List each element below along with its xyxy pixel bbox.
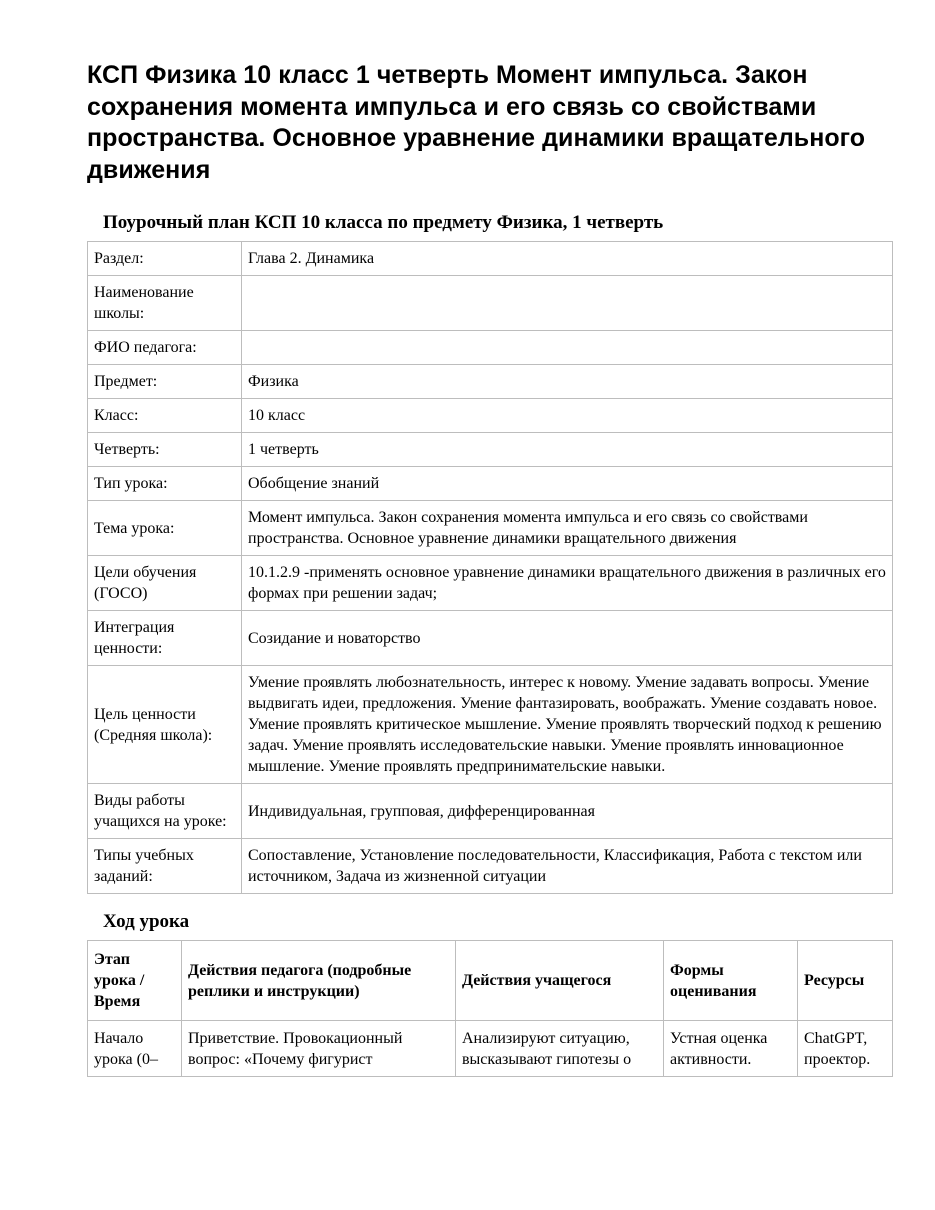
info-value [242, 331, 893, 365]
info-row [88, 666, 893, 784]
info-row [88, 839, 893, 894]
info-key: Цель ценности (Средняя школа): [88, 666, 242, 784]
info-row [88, 784, 893, 839]
info-key: Тема урока: [88, 501, 242, 556]
info-value: Физика [242, 365, 893, 399]
flow-header-student: Действия учащегося [456, 941, 664, 1021]
info-key: ФИО педагога: [88, 331, 242, 365]
flow-cell-stage [88, 1021, 182, 1077]
flow-stage-text: Начало урока (0– [94, 1030, 158, 1068]
lesson-flow-table [87, 940, 893, 1077]
flow-header-stage: Этап урока / Время [88, 941, 182, 1021]
info-value: Сопоставление, Установление последовательности, Классификация, Работа с текстом или источником, Задача из жизненной ситуации [242, 839, 893, 894]
flow-cell-student [456, 1021, 664, 1077]
info-row [88, 611, 893, 666]
info-value: 1 четверть [242, 433, 893, 467]
info-row [88, 501, 893, 556]
flow-header-assessment: Формы оценивания [664, 941, 798, 1021]
info-row [88, 467, 893, 501]
info-key: Четверть: [88, 433, 242, 467]
flow-assessment-text: Устная оценка активности. [670, 1030, 768, 1068]
info-row [88, 331, 893, 365]
flow-teacher-text: Приветствие. Провокационный вопрос: «Почему фигурист [188, 1030, 403, 1068]
flow-student-text: Анализируют ситуацию, высказывают гипотезы о [462, 1030, 632, 1068]
flow-resources-text: ChatGPT, проектор. [804, 1030, 871, 1068]
info-value: 10.1.2.9 -применять основное уравнение динамики вращательного движения в различных его формах при решении задач; [242, 556, 893, 611]
info-value: Глава 2. Динамика [242, 242, 893, 276]
info-key: Предмет: [88, 365, 242, 399]
info-row [88, 556, 893, 611]
info-value: 10 класс [242, 399, 893, 433]
flow-cell-assessment [664, 1021, 798, 1077]
info-value: Обобщение знаний [242, 467, 893, 501]
info-key: Класс: [88, 399, 242, 433]
info-row [88, 365, 893, 399]
flow-header-row [88, 941, 893, 1021]
info-value: Созидание и новаторство [242, 611, 893, 666]
info-key: Тип урока: [88, 467, 242, 501]
flow-cell-resources [798, 1021, 893, 1077]
info-row [88, 433, 893, 467]
info-value: Момент импульса. Закон сохранения момента импульса и его связь со свойствами пространства. Основное уравнение динамики вращательного движения [242, 501, 893, 556]
flow-header-resources: Ресурсы [798, 941, 893, 1021]
document-title: КСП Физика 10 класс 1 четверть Момент импульса. Закон сохранения момента импульса и его связь со свойствами пространства. Основное уравнение динамики вращательного движения [87, 61, 866, 184]
info-key: Раздел: [88, 242, 242, 276]
flow-cell-teacher [182, 1021, 456, 1077]
info-key: Виды работы учащихся на уроке: [88, 784, 242, 839]
info-value: Умение проявлять любознательность, интерес к новому. Умение задавать вопросы. Умение выдвигать идеи, предложения. Умение фантазировать, воображать. Умение создавать новое. Умение проявлять критическое мышление. Умение проявлять творческий подход к решению задач. Умение проявлять исследовательские навыки. Умение проявлять инновационное мышление. Умение проявлять предпринимательские навыки. [242, 666, 893, 784]
info-key: Цели обучения (ГОСО) [88, 556, 242, 611]
info-key: Типы учебных заданий: [88, 839, 242, 894]
info-key: Интеграция ценности: [88, 611, 242, 666]
info-key: Наименование школы: [88, 276, 242, 331]
info-value [242, 276, 893, 331]
flow-header-teacher: Действия педагога (подробные реплики и инструкции) [182, 941, 456, 1021]
info-row [88, 399, 893, 433]
plan-heading: Поурочный план КСП 10 класса по предмету Физика, 1 четверть [103, 212, 664, 233]
info-value: Индивидуальная, групповая, дифференцированная [242, 784, 893, 839]
lesson-info-table [87, 241, 893, 894]
info-row [88, 276, 893, 331]
lesson-flow-heading: Ход урока [103, 911, 190, 932]
document-page [87, 60, 893, 1077]
flow-row [88, 1021, 893, 1077]
info-row [88, 242, 893, 276]
